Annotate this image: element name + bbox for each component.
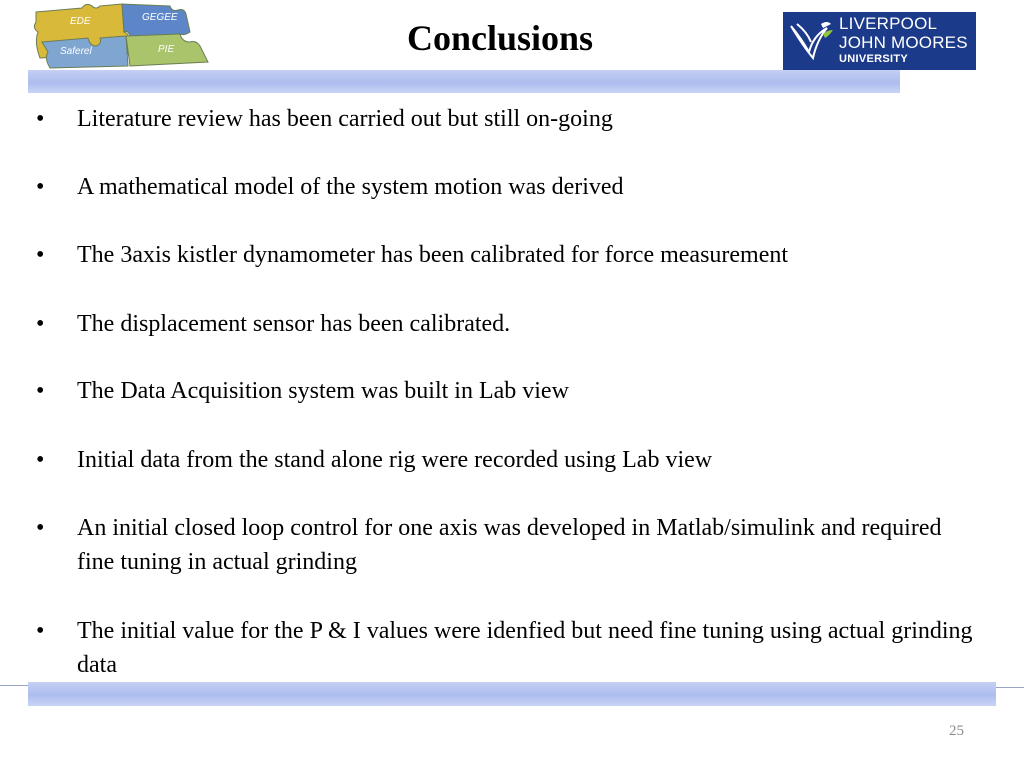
puzzle-label-1: EDE [70,16,91,27]
logo-line-john-moores: JOHN MOORES [839,33,968,52]
bird-emblem-icon [787,16,837,66]
footer-band [28,682,996,706]
bullet-text: A mathematical model of the system motion was derived [77,174,624,200]
page-number: 25 [949,723,964,739]
bullet-icon: • [36,378,45,404]
bullet-icon: • [36,618,45,644]
logo-line-university: UNIVERSITY [839,53,909,65]
puzzle-label-2: GEGEE [142,12,178,23]
slide-title: Conclusions [406,18,594,58]
bullet-text: The 3axis kistler dynamometer has been calibrated for force measurement [77,242,789,268]
bullet-icon: • [36,106,45,132]
bullet-text: An initial closed loop control for one axis was developed in Matlab/simulink and required fine tuning in actual grinding [77,515,942,575]
bullet-text: The displacement sensor has been calibrated. [77,311,511,337]
bullet-icon: • [36,174,45,200]
logo-line-liverpool: LIVERPOOL [839,14,938,33]
footer-rule-left [0,685,28,686]
header-band [28,70,900,93]
bullet-text: Initial data from the stand alone rig were recorded using Lab view [77,447,713,473]
bullet-icon: • [36,515,45,541]
university-logo [783,12,976,70]
bullet-text: Literature review has been carried out but still on-going [77,106,613,132]
bullet-icon: • [36,311,45,337]
bullet-icon: • [36,447,45,473]
puzzle-label-4: PIE [158,44,175,55]
footer-rule-right [996,687,1024,688]
puzzle-label-3: Saferel [60,46,92,57]
bullet-text: The initial value for the P & I values were idenfied but need fine tuning using actual grinding data [77,618,973,678]
puzzle-logo [30,2,215,70]
bullet-text: The Data Acquisition system was built in Lab view [77,378,569,404]
bullet-icon: • [36,242,45,268]
